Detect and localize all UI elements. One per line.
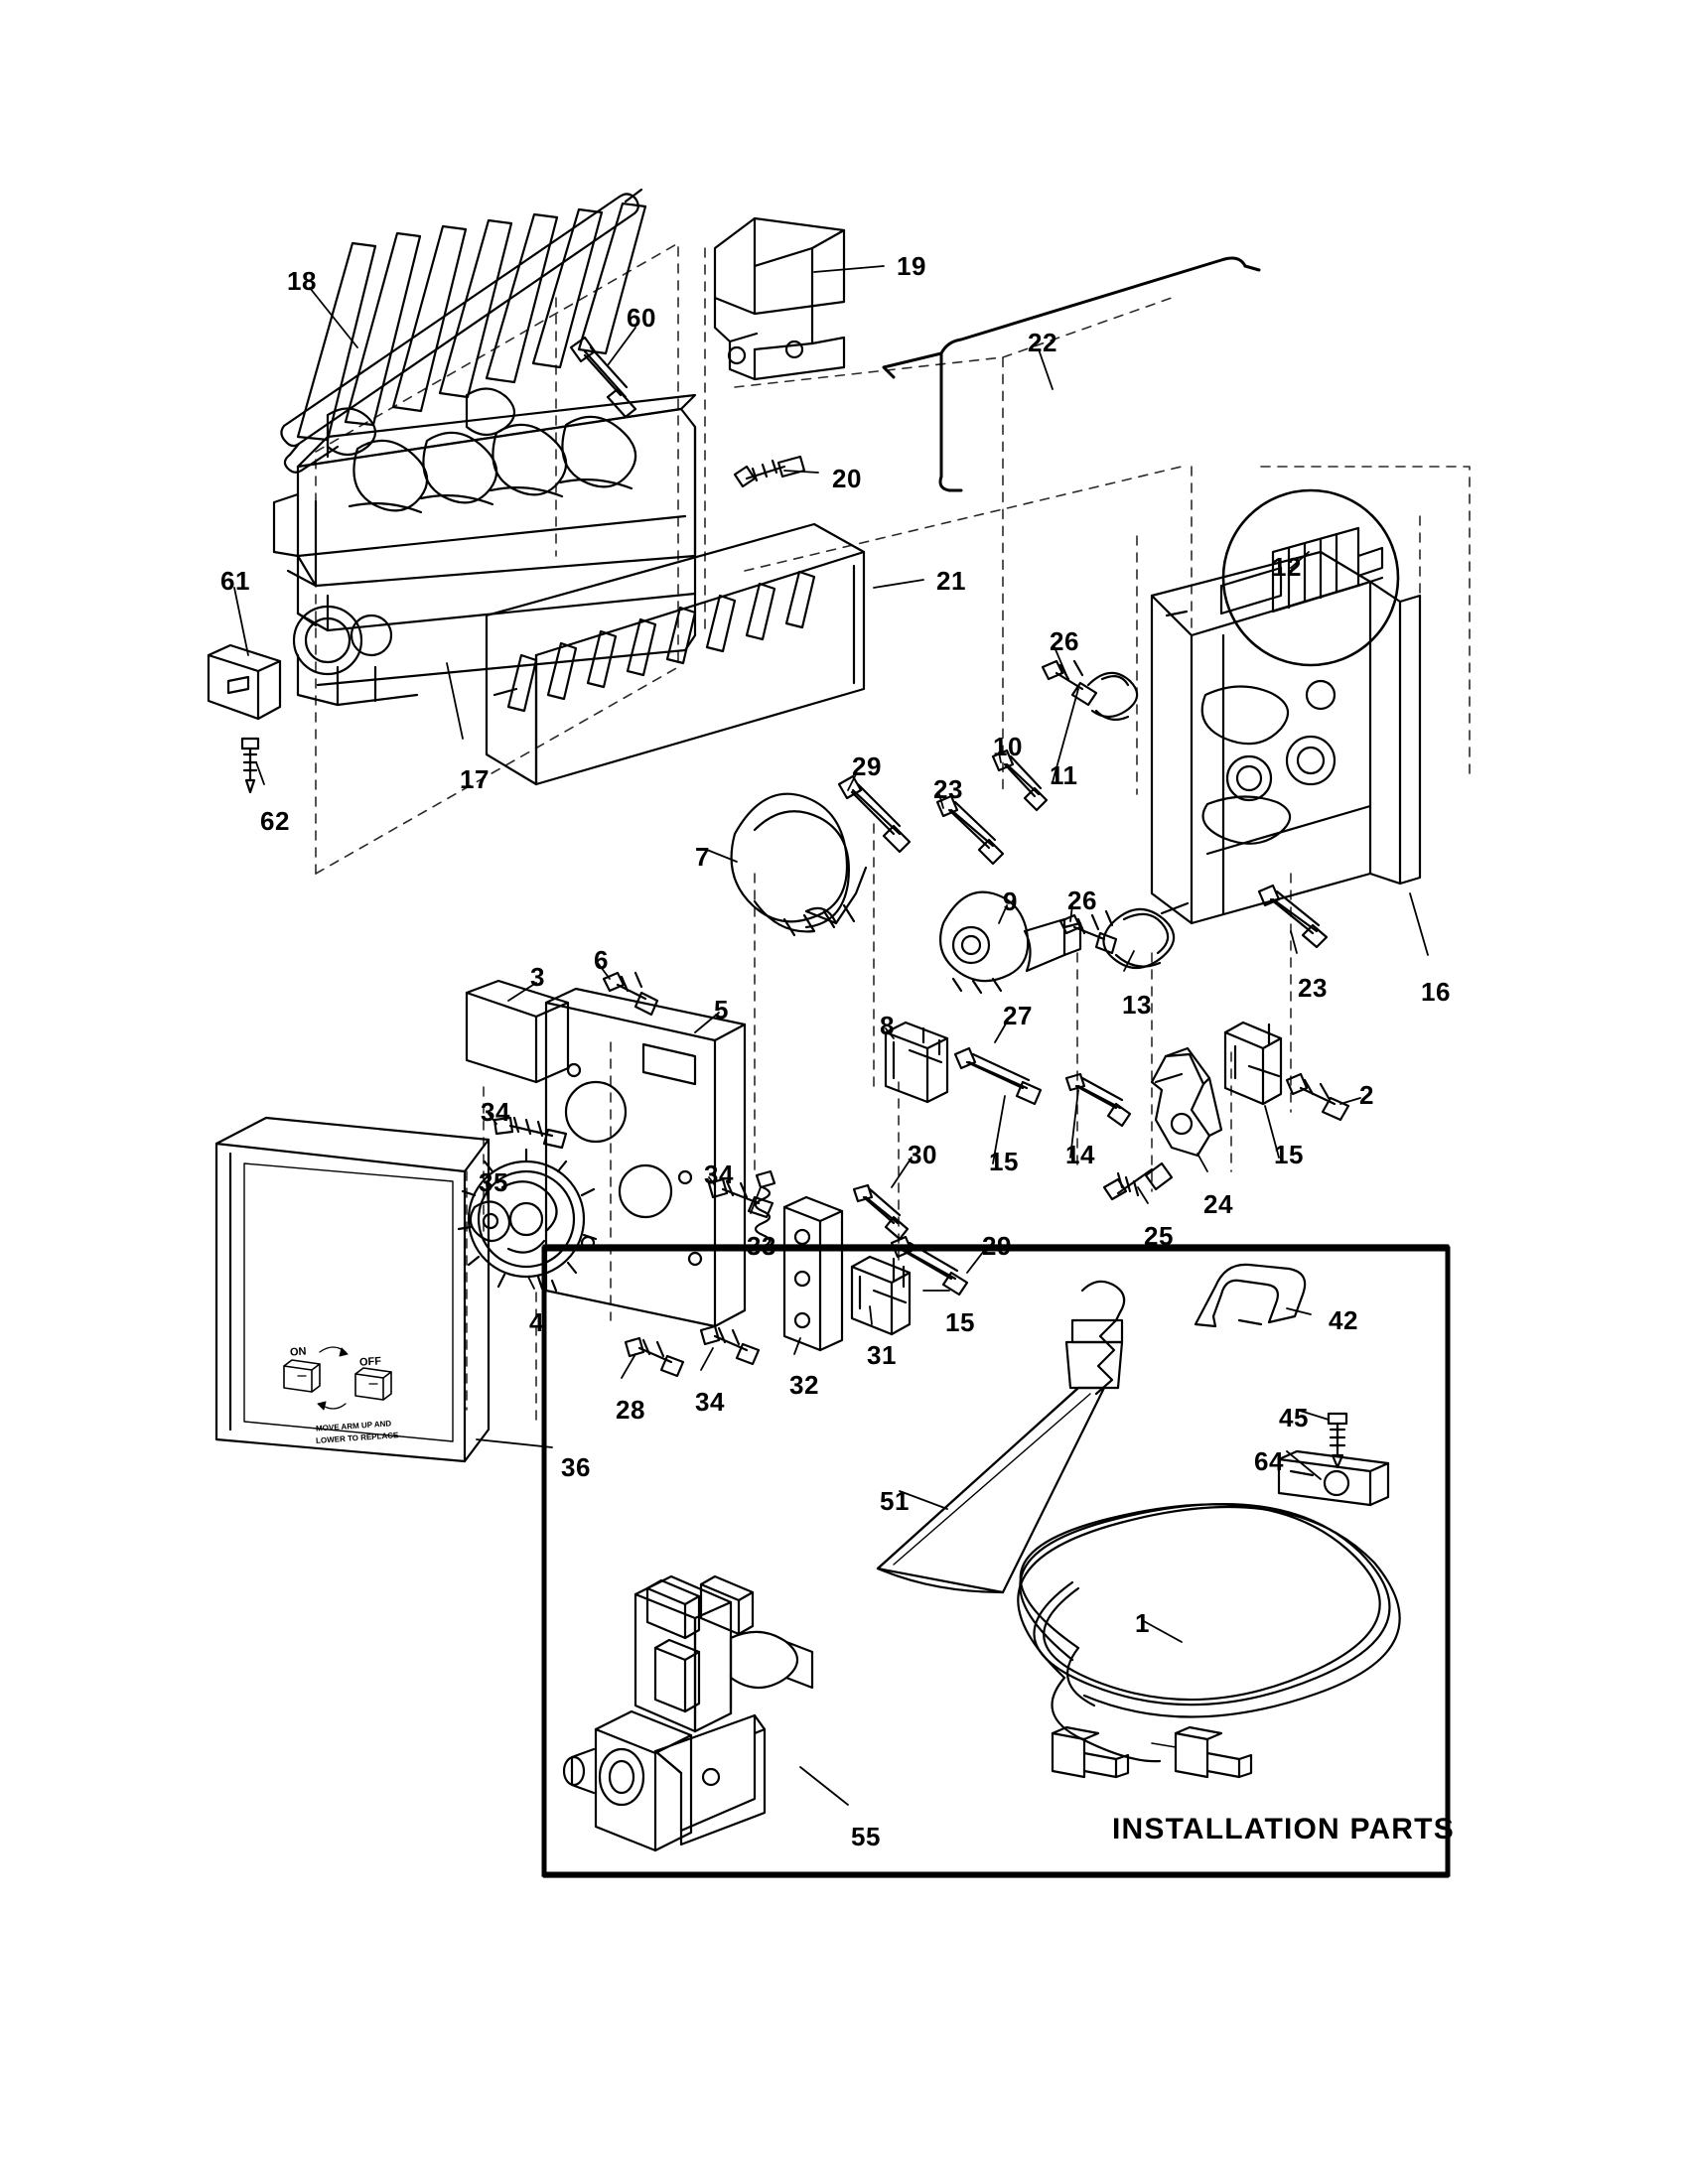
switch-off-label: OFF (358, 1355, 382, 1369)
callout-17: 17 (460, 764, 490, 794)
callout-6: 6 (594, 945, 609, 975)
callout-55: 55 (851, 1822, 881, 1851)
callout-4: 4 (529, 1307, 544, 1337)
installation-parts-title: INSTALLATION PARTS (1112, 1813, 1455, 1845)
callout-21: 21 (936, 566, 966, 596)
callout-29: 29 (982, 1231, 1012, 1261)
callout-36: 36 (561, 1452, 591, 1482)
callout-3: 3 (530, 962, 545, 992)
callout-12: 12 (1272, 552, 1302, 582)
callout-27: 27 (1003, 1001, 1033, 1030)
callout-13: 13 (1122, 990, 1152, 1020)
callout-33: 33 (747, 1231, 776, 1261)
callout-16: 16 (1421, 977, 1451, 1007)
callout-23: 23 (1298, 973, 1328, 1003)
callout-7: 7 (695, 842, 710, 872)
callout-28: 28 (616, 1395, 645, 1425)
callout-22: 22 (1028, 328, 1057, 357)
callout-20: 20 (832, 464, 862, 493)
callout-5: 5 (714, 995, 729, 1024)
callout-45: 45 (1279, 1403, 1309, 1433)
callout-60: 60 (627, 303, 656, 333)
callout-19: 19 (897, 251, 926, 281)
callout-51: 51 (880, 1486, 910, 1516)
callout-15: 15 (989, 1147, 1019, 1176)
callout-11: 11 (1050, 760, 1078, 790)
callout-26: 26 (1067, 886, 1097, 915)
callout-8: 8 (880, 1011, 895, 1040)
switch-note-line-1: MOVE ARM UP AND (315, 1419, 392, 1433)
callout-2: 2 (1359, 1080, 1374, 1110)
callout-15: 15 (1274, 1140, 1304, 1169)
callout-25: 25 (1144, 1221, 1174, 1251)
callout-14: 14 (1065, 1140, 1095, 1169)
callout-30: 30 (908, 1140, 937, 1169)
callout-35: 35 (479, 1167, 508, 1197)
callout-24: 24 (1203, 1189, 1233, 1219)
callout-34: 34 (695, 1387, 725, 1417)
switch-on-label: ON (289, 1345, 307, 1359)
callout-42: 42 (1329, 1305, 1358, 1335)
callout-9: 9 (1003, 887, 1018, 916)
callout-1: 1 (1135, 1608, 1150, 1638)
callout-31: 31 (867, 1340, 897, 1370)
callout-15: 15 (945, 1307, 975, 1337)
switch-note-line-2: LOWER TO REPLACE (315, 1431, 399, 1445)
callout-34: 34 (704, 1160, 734, 1189)
callout-61: 61 (220, 566, 250, 596)
callout-34: 34 (481, 1097, 510, 1127)
callout-23: 23 (933, 774, 963, 804)
callout-18: 18 (287, 266, 317, 296)
callout-62: 62 (260, 806, 290, 836)
callout-10: 10 (993, 732, 1023, 761)
callout-64: 64 (1254, 1446, 1284, 1476)
callout-32: 32 (789, 1370, 819, 1400)
callout-26: 26 (1050, 626, 1079, 656)
callout-29: 29 (852, 751, 882, 781)
